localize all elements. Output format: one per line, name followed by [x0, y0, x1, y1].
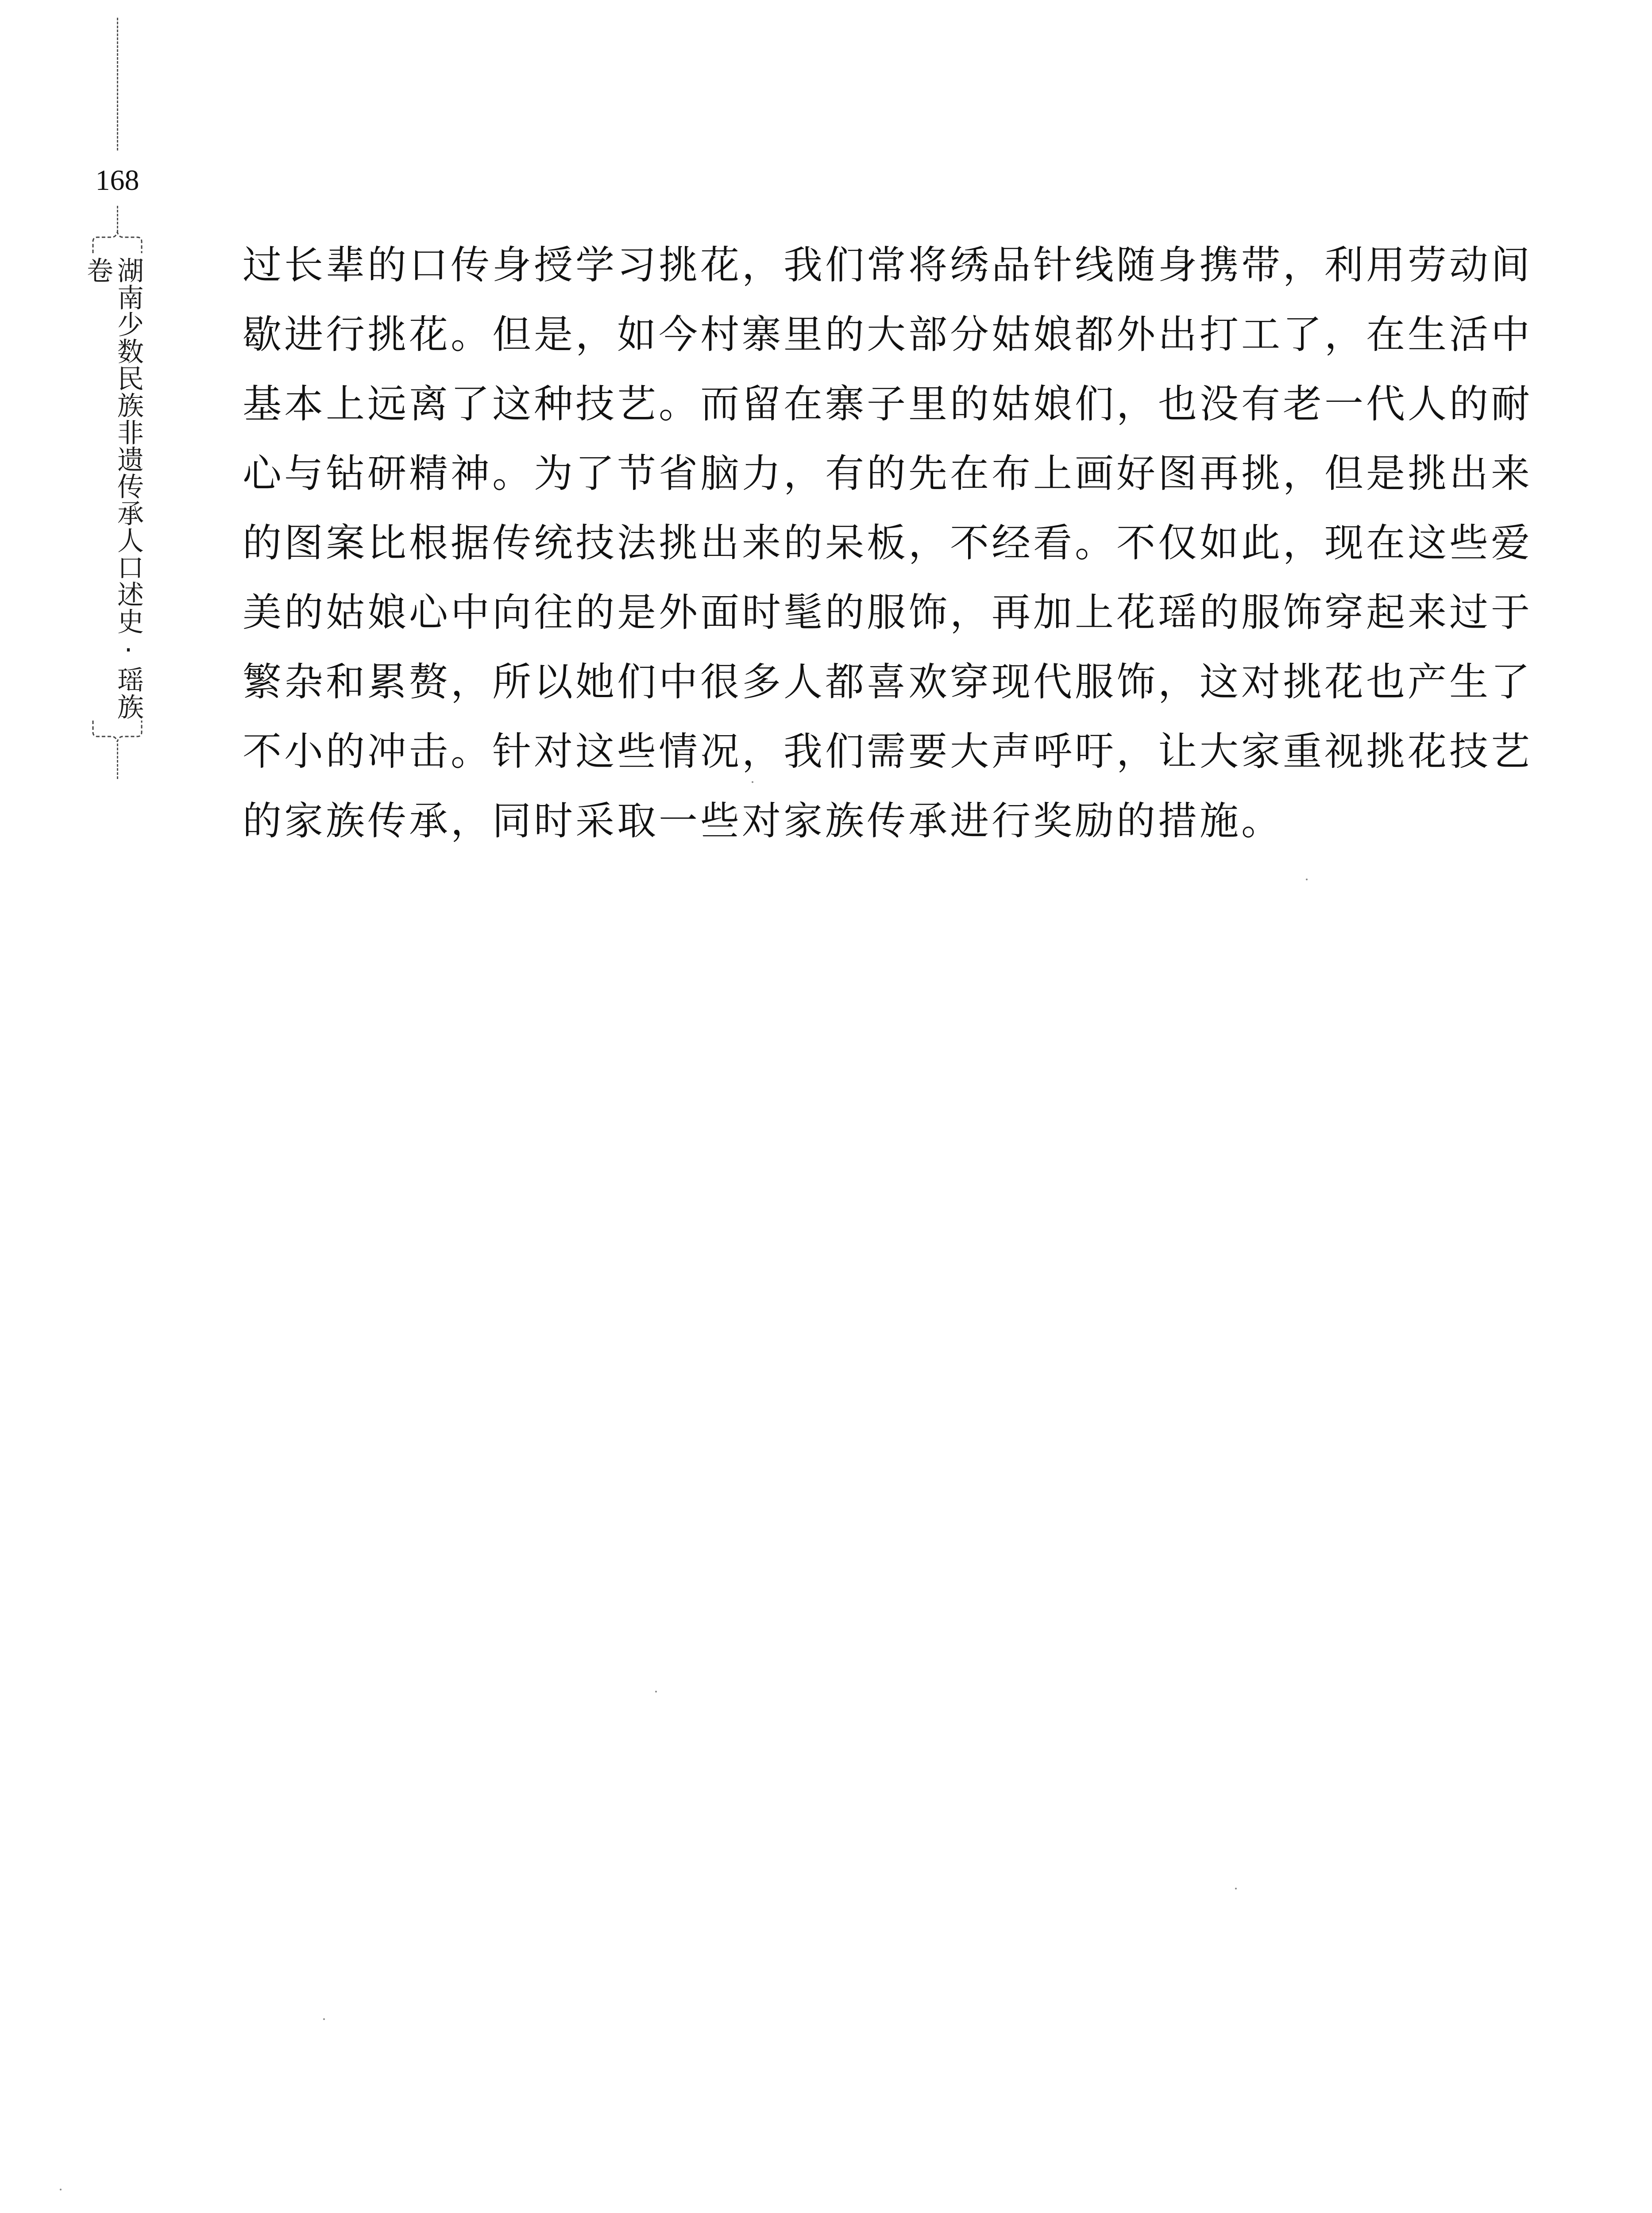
margin-dashed-rule-top [117, 18, 118, 150]
scan-speck [752, 781, 753, 783]
scan-speck [1306, 879, 1308, 880]
scan-speck [1235, 1888, 1237, 1889]
text-line: 繁杂和累赘，所以她们中很多人都喜欢穿现代服饰，这对挑花也产生了 [243, 659, 1533, 705]
scan-speck [60, 2189, 62, 2190]
text-line: 基本上远离了这种技艺。而留在寨子里的姑娘们，也没有老一代人的耐 [243, 381, 1533, 427]
book-title-frame [82, 230, 144, 744]
text-line: 美的姑娘心中向往的是外面时髦的服饰，再加上花瑶的服饰穿起来过于 [243, 590, 1533, 635]
text-line: 歇进行挑花。但是，如今村寨里的大部分姑娘都外出打工了，在生活中 [243, 312, 1533, 357]
book-title-vertical: 湖南少数民族非遗传承人口述史·瑶族卷 [82, 257, 144, 720]
bracket-bottom-decoration [91, 720, 143, 744]
text-line: 不小的冲击。针对这些情况，我们需要大声呼吁，让大家重视挑花技艺 [243, 729, 1533, 774]
page-number: 168 [95, 164, 139, 197]
text-line: 的家族传承，同时采取一些对家族传承进行奖励的措施。 [243, 798, 1283, 844]
scan-speck [323, 2018, 325, 2020]
text-line: 心与钻研精神。为了节省脑力，有的先在布上画好图再挑，但是挑出来 [243, 451, 1533, 496]
text-line: 过长辈的口传身授学习挑花，我们常将绣品针线随身携带，利用劳动间 [243, 242, 1533, 288]
text-line: 的图案比根据传统技法挑出来的呆板，不经看。不仅如此，现在这些爱 [243, 520, 1533, 566]
margin-dashed-rule-middle [117, 206, 118, 232]
margin-dashed-rule-bottom [117, 744, 118, 779]
body-paragraph [243, 230, 1533, 856]
scan-speck [655, 1691, 657, 1693]
bracket-top-decoration [91, 230, 143, 254]
